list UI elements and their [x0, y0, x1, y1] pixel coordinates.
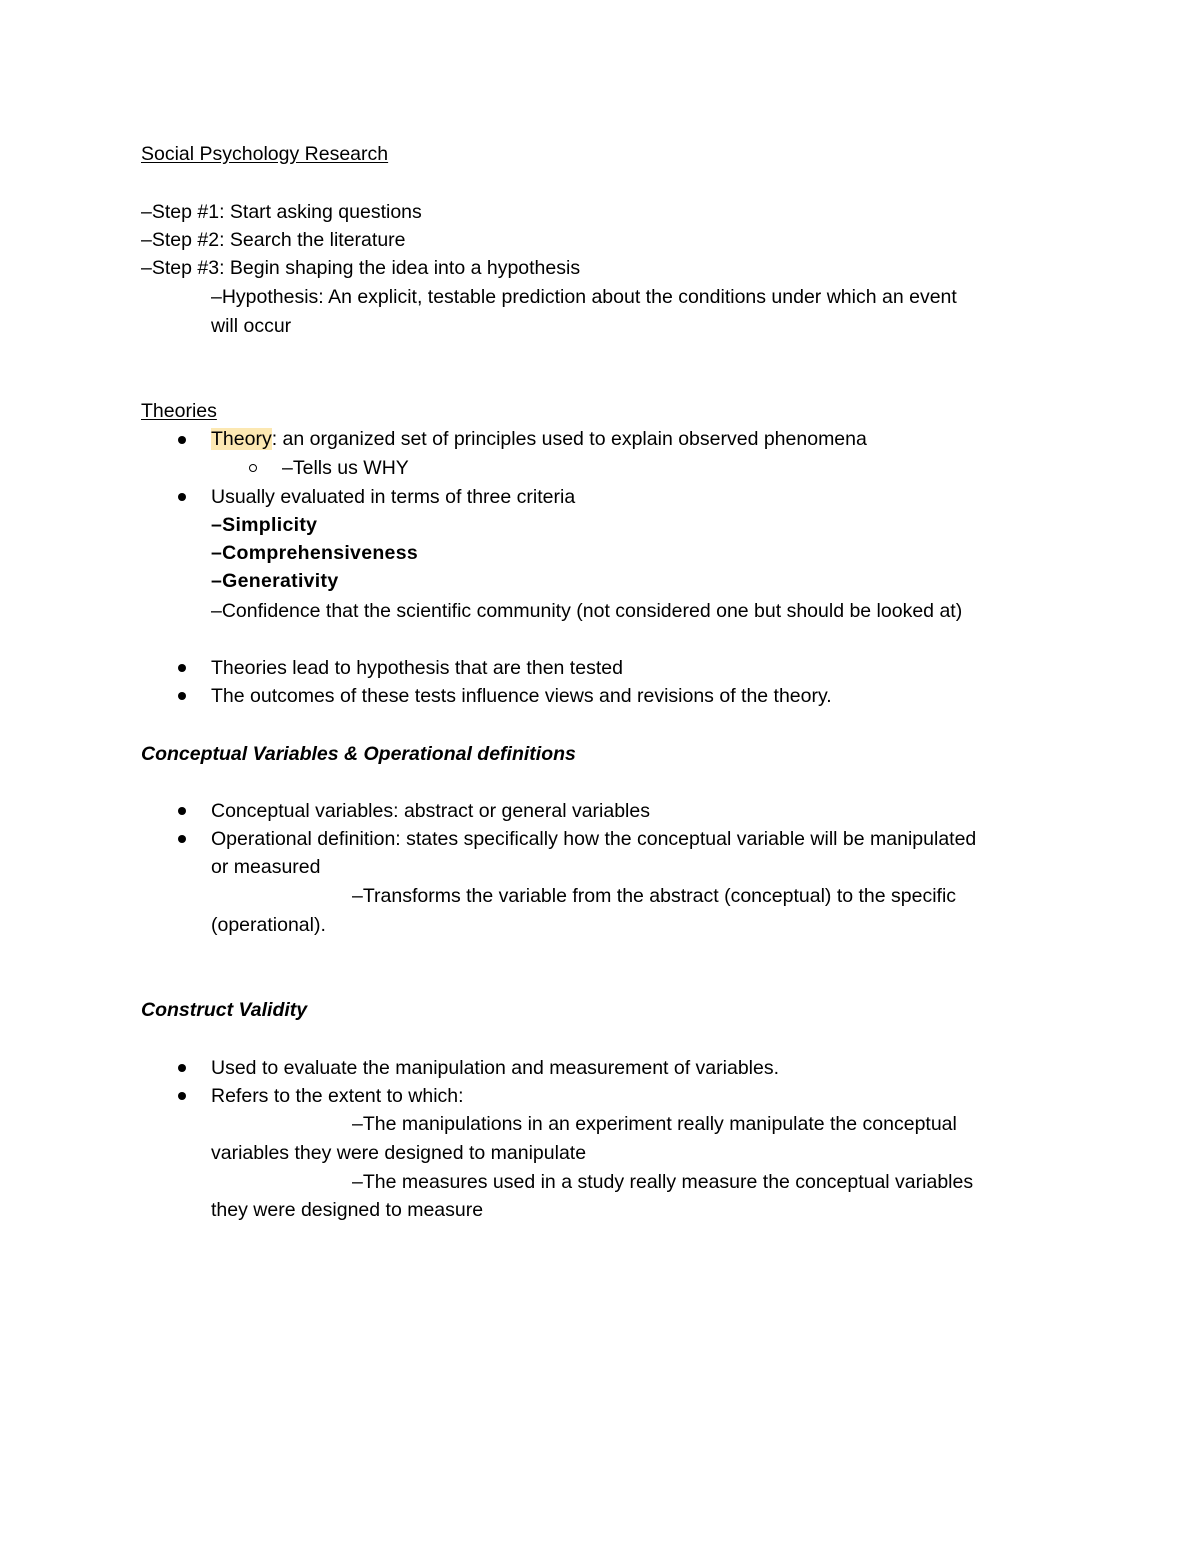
- bullet-icon: [178, 1092, 186, 1100]
- criterion-simplicity: –Simplicity: [211, 514, 318, 536]
- transforms-line-1: –Transforms the variable from the abstract (conceptual) to the specific: [352, 885, 957, 907]
- bullet-icon: [178, 436, 186, 444]
- criterion-generativity: –Generativity: [211, 570, 339, 592]
- transforms-line-2: (operational).: [211, 914, 326, 936]
- step-2: –Step #2: Search the literature: [141, 229, 406, 251]
- section-title-conceptual-variables: Conceptual Variables & Operational definitions: [141, 743, 576, 765]
- hypothesis-definition-line-2: will occur: [211, 315, 292, 337]
- theory-term-highlight: Theory: [211, 428, 272, 450]
- section-title-social-psychology-research: Social Psychology Research: [141, 143, 389, 165]
- hypothesis-definition-line-1: –Hypothesis: An explicit, testable prediction about the conditions under which an event: [211, 286, 957, 308]
- bullet-icon: [178, 1064, 186, 1072]
- sub-bullet-circle-icon: [249, 464, 257, 472]
- criterion-confidence: –Confidence that the scientific community (not considered one but should be looked at): [211, 600, 963, 622]
- bullet-icon: [178, 493, 186, 501]
- measures-line-1: –The measures used in a study really measure the conceptual variables: [352, 1171, 974, 1193]
- outcomes-influence-theory: The outcomes of these tests influence views and revisions of the theory.: [211, 685, 832, 707]
- bullet-icon: [178, 807, 186, 815]
- section-title-theories: Theories: [141, 400, 217, 422]
- step-3: –Step #3: Begin shaping the idea into a hypothesis: [141, 257, 581, 279]
- manipulations-line-1: –The manipulations in an experiment really manipulate the conceptual: [352, 1113, 957, 1135]
- conceptual-variables-definition: Conceptual variables: abstract or general variables: [211, 800, 650, 822]
- operational-definition-line-1: Operational definition: states specifically how the conceptual variable will be manipulated: [211, 828, 977, 850]
- theory-tells-why: –Tells us WHY: [282, 457, 409, 479]
- bullet-icon: [178, 835, 186, 843]
- construct-validity-use: Used to evaluate the manipulation and measurement of variables.: [211, 1057, 780, 1079]
- section-title-construct-validity: Construct Validity: [141, 999, 308, 1021]
- bullet-icon: [178, 692, 186, 700]
- step-1: –Step #1: Start asking questions: [141, 201, 422, 223]
- criterion-comprehensiveness: –Comprehensiveness: [211, 542, 418, 564]
- manipulations-line-2: variables they were designed to manipulate: [211, 1142, 587, 1164]
- bullet-icon: [178, 664, 186, 672]
- theory-definition: [211, 425, 867, 453]
- theory-definition-text: : an organized set of principles used to explain observed phenomena: [271, 428, 867, 450]
- construct-validity-refers: Refers to the extent to which:: [211, 1085, 464, 1107]
- measures-line-2: they were designed to measure: [211, 1199, 484, 1221]
- operational-definition-line-2: or measured: [211, 856, 321, 878]
- criteria-intro: Usually evaluated in terms of three criteria: [211, 486, 576, 508]
- theories-lead-to-hypothesis: Theories lead to hypothesis that are then tested: [211, 657, 623, 679]
